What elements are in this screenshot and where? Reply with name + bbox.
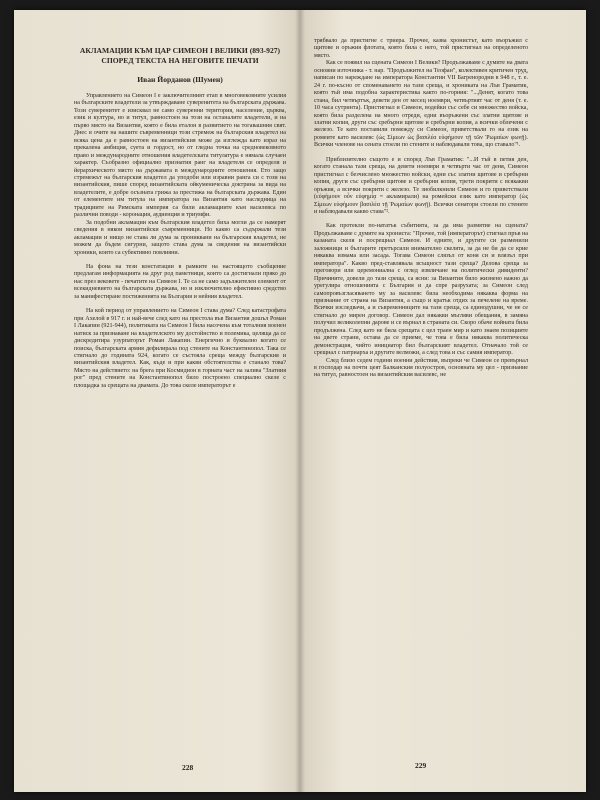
paragraph: Управлението на Симеон I е заключителният етап в многовековните усилия на българските владетели за утвърждаване суверенитета на българската държава. Този суверенитет е изисквал не само суверенни територия, население, църква, език и култура, но и титул, равностоен на този на останалите владетели, и на първо място на Византия, която е била еталон в развитието на тогавашния свят. Днес в очите на нашите съвременници този стремеж на българския владетел на всяка цена да е равностоен на византийския може да изглежда като израз на прекалена амбиция, суета и гордост, но от гледна точка на средновековното право и международните отношения владетелската титулатура е нямала случаен характер. Съобразно официално признатия ранг на владетеля се определя и йерархическото място на държавата в международните отношения. Ето защо стремежът на българския владетел да уподоби или изравни ранга си с този на византийския, пише според византийската ойкуменическа доктрина за вида на владетелите, е добре осъзната грижа за престижа на българската държава. Един от елементите им титула на императора на Византия като наследница на традициите на Римската империя са били акламациите към василевса по различни поводи - коронация, аудиенция и триумфи. bbox=[74, 93, 286, 219]
author-line: Иван Йорданов (Шумен) bbox=[137, 75, 223, 84]
right-page bbox=[300, 10, 586, 792]
left-page-content bbox=[74, 46, 286, 390]
page-number: 228 bbox=[182, 763, 194, 772]
paragraph: Приблизително същото е и според Лъв Граматик: "...И тъй в петия ден, когато станала тази среща, на девети ноември в четвърти час от деня, Симеон пристигнал с безчислено множество войски, едни със златни щитове и сребърни копия, други със сребърни щитове и сребърни копия, трети покрити с всякакви оръжия, а всички покрити с железо. Те зиобилкнили Симеон и го приветствали (εὐφήμουν οὖν εὐφημίᾳ = акламирали) на ромейски език като император (ὡς Σίμεων εὐφήμουν βασιλέα τῇ Ῥωμαίων φωνῇ). Всички сенатори стоели по стените и наблюдавали какво става"². bbox=[314, 156, 528, 215]
book-spread bbox=[14, 10, 586, 792]
article-title bbox=[74, 46, 286, 66]
left-page bbox=[14, 10, 300, 792]
paragraph: На фона на тези констатации в рамките на настоящото съобщение предлагам информацията на друг род паметници, които са достигнали пряко до нас през вековете - печатите на Симеон I. Те са не само задължителен елемент от всекидневието на българската държава, но и изключително ефективно средство за манифестиране постиженията на България и нейния владетел. bbox=[74, 263, 286, 300]
book-gutter bbox=[295, 10, 305, 792]
paragraph: За подобни акламации към българския владетел биха могли да се намерят сведения в някои византийски съвременници. Но какво са съдържали тези акламации и нищо не става ли дума за прониквани на българския владетел, не можем да бъдем сигурни, защото става дума за сведения на византийски хроники, които са субективно повлияни. bbox=[74, 219, 286, 256]
paragraph: трябвало да пристигне с триера. Прочее, казва хронистът, като въоръжил с щитове и оръжия флотата, която била с него, той пристигнал на определеното място. bbox=[314, 38, 528, 59]
page-number: 229 bbox=[415, 761, 427, 770]
paragraph: Как се появил на сцената Симеон I Велики? Продължаваме с думите на двата основни източника - т. нар. "Продължител на Теофан", колективен критичен труд, написан по нареждане на императора Константин VII Багренородни в 948 г., т. е. 24 г. по-късно от споменаването на тази среща, и хрониката на Лъв Граматик, която тъй има подобна характеристика както по-горния: "...Денят, когато това стана, бил четвъртък, девети ден от месец ноември, четвъртият час от деня (т. е. 10 часа сутринта). Пристигнал и Симеон, водейки със себе си множество войска, която била разделена на много отреди, едни въоръжени със златни щитове и златни копия, други със сребърни щитове и сребърни копия, а всички облечени с железо. Те като поставили помежду си Симеон, приветствали го на език на ромеите като василевс (ὡς Σίμεων ὡς βασιλέα εὐφήμουν τῇ τῶν Ῥωμαίων φωνῇ). Всички членове на сената стоели по стените и наблюдавали това, що ставало"¹. bbox=[314, 60, 528, 149]
title-line-1: АКЛАМАЦИИ КЪМ ЦАР СИМЕОН I ВЕЛИКИ (893-927) bbox=[79, 46, 281, 55]
paragraph: След близо седем години военни действия, въпреки че Симеон се превърнал в господар на почти цеят Балканския полуостров, основната му цел - признание на титул, равностоен на византийския василевс, не bbox=[314, 357, 528, 379]
title-line-2: СПОРЕД ТЕКСТА НА НЕГОВИТЕ ПЕЧАТИ bbox=[101, 56, 259, 65]
paragraph: На кой период от управлението на Симеон I става дума? След катастрофата при Ахелой в 917 г. и най-вече след като на престола във Византия дошъл Роман I Лакапин (921-944), политиката на Симеон I била насочена към тоталния военен натиск за признаване на владетелското му достойнство и полемика, целяща да се дискредитира узурпаторът Роман Лакапин. Енергично и буквално когато се поиска, българската армия дефилирала под стените на Константинопол. Така се стигнало до годината 924, когато се състояла среща между българския и византийския владетел. Как, къде и при какви обстоятелства е станало това? Място на действието: на брега при Космидион в горната част на залива "Златния рог" пред стените на Константинопол било построено специално скеле с площадка за срещата на двамата. До това скеле императорът е bbox=[74, 308, 286, 389]
right-page-content bbox=[314, 38, 528, 380]
paragraph: Как протекли по-нататък събитията, за да има размятие на сцената? Продължаваме с думите на хрониста: "Прочее, той (императорът) стигнал пръв на казаната скеля и посрещнал Симеон. И едните, и другите си разменили заложници и българите претърсили внимателно скелята, за да не би да се крие някаква измама или засада. Тогава Симеон слязъл от коня си и влязъл при императора". Какво пред-ставлявала всъщност тази среща? Делова среща за преговори или церемониална с оглед извличане на политически дивиденти? Причините, довели до тази среща, са ясни: за Византия било жизнено важно да урегулира отношенията с България и да спре разрухата; за Симеон след самопровъзгласяването му за василевс била необходима някаква форма на признание от страна на Византия, а също и кратък отдих за печелене на време. Всички изследвачи, а и съвременниците на тази среща, са единодушни, че не се стигнало до мирен договор. Симеон дал някакви мъгляви обещания, в замяна получил великолепни дарове и се върнал в страната си. Скоро обаче войната била продължена. След като не била срещата с цел траен мир и като знаем позициите на двете страни, остава да се приеме, че това е била някаква политическа демонстрация, чийто инициатор бил българският владетел. Отначало той се срещнал с патриарха и другите велможи, а след това и със самия император. bbox=[314, 223, 528, 357]
